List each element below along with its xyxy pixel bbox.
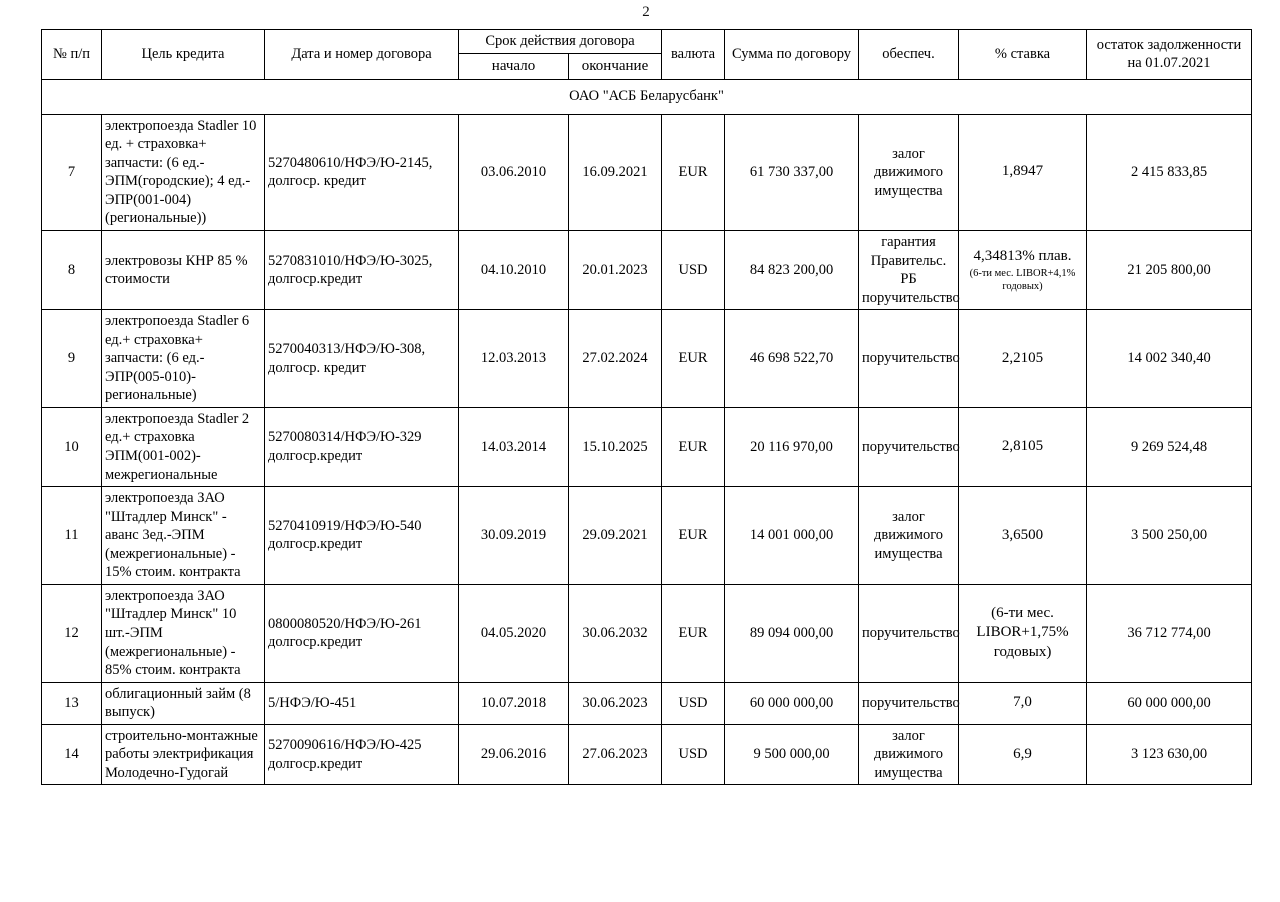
rate-value: 4,34813% плав.	[973, 248, 1072, 265]
cell-term-end: 16.09.2021	[569, 114, 662, 230]
table-row	[42, 487, 1252, 585]
cell-term-start: 14.03.2014	[459, 407, 569, 486]
table-row	[42, 584, 1252, 682]
cell-term-end: 29.09.2021	[569, 487, 662, 585]
table-row	[42, 114, 1252, 230]
cell-contract: 5270410919/НФЭ/Ю-540 долгоср.кредит	[265, 487, 459, 585]
table-row	[42, 682, 1252, 724]
cell-amount: 89 094 000,00	[725, 584, 859, 682]
cell-balance: 3 500 250,00	[1087, 487, 1252, 585]
cell-contract: 0800080520/НФЭ/Ю-261 долгоср.кредит	[265, 584, 459, 682]
cell-balance: 2 415 833,85	[1087, 114, 1252, 230]
cell-amount: 20 116 970,00	[725, 407, 859, 486]
cell-security: гарантия Правительс. РБ поручительство	[859, 231, 959, 310]
cell-currency: EUR	[662, 310, 725, 408]
column-header-currency: валюта	[662, 30, 725, 80]
credit-ledger-table	[41, 29, 1252, 785]
rate-value: 7,0	[1013, 694, 1032, 711]
cell-security: залог движимого имущества	[859, 114, 959, 230]
cell-security: поручительство	[859, 407, 959, 486]
cell-currency: EUR	[662, 584, 725, 682]
cell-amount: 61 730 337,00	[725, 114, 859, 230]
cell-contract: 5270040313/НФЭ/Ю-308, долгоср. кредит	[265, 310, 459, 408]
page-number: 2	[642, 4, 650, 20]
cell-security: поручительство	[859, 584, 959, 682]
cell-term-end: 27.02.2024	[569, 310, 662, 408]
cell-amount: 60 000 000,00	[725, 682, 859, 724]
cell-term-end: 27.06.2023	[569, 724, 662, 785]
cell-term-start: 30.09.2019	[459, 487, 569, 585]
credit-ledger-table-container	[41, 29, 1251, 785]
column-header-amount: Сумма по договору	[725, 30, 859, 80]
cell-rate	[959, 114, 1087, 230]
cell-currency: USD	[662, 724, 725, 785]
cell-balance: 9 269 524,48	[1087, 407, 1252, 486]
cell-contract: 5270480610/НФЭ/Ю-2145, долгоср. кредит	[265, 114, 459, 230]
cell-balance: 36 712 774,00	[1087, 584, 1252, 682]
bank-section-row	[42, 79, 1252, 114]
cell-balance: 3 123 630,00	[1087, 724, 1252, 785]
column-header-contract: Дата и номер договора	[265, 30, 459, 80]
column-header-term-end: окончание	[569, 53, 662, 79]
cell-purpose: электропоезда ЗАО "Штадлер Минск" 10 шт.-ЭПМ (межрегиональные) - 85% стоим. контракта	[102, 584, 265, 682]
cell-security: поручительство	[859, 682, 959, 724]
cell-term-end: 15.10.2025	[569, 407, 662, 486]
cell-purpose: электропоезда Stadler 2 ед.+ страховка ЭПМ(001-002)-межрегиональные	[102, 407, 265, 486]
cell-security: поручительство	[859, 310, 959, 408]
cell-rate	[959, 310, 1087, 408]
cell-term-start: 04.10.2010	[459, 231, 569, 310]
bank-section-title: ОАО "АСБ Беларусбанк"	[42, 79, 1252, 114]
cell-purpose: электропоезда Stadler 10 ед. + страховка+ запчасти: (6 ед.-ЭПМ(городские); 4 ед.-ЭПР(001-004) (региональные))	[102, 114, 265, 230]
rate-value: 2,8105	[1001, 438, 1044, 455]
cell-amount: 46 698 522,70	[725, 310, 859, 408]
cell-balance: 60 000 000,00	[1087, 682, 1252, 724]
column-header-security: обеспеч.	[859, 30, 959, 80]
cell-number: 7	[42, 114, 102, 230]
cell-security: залог движимого имущества	[859, 724, 959, 785]
cell-contract: 5270080314/НФЭ/Ю-329 долгоср.кредит	[265, 407, 459, 486]
cell-currency: USD	[662, 682, 725, 724]
cell-contract: 5/НФЭ/Ю-451	[265, 682, 459, 724]
cell-purpose: электропоезда Stadler 6 ед.+ страховка+ запчасти: (6 ед.-ЭПР(005-010)-региональные)	[102, 310, 265, 408]
cell-amount: 9 500 000,00	[725, 724, 859, 785]
cell-number: 11	[42, 487, 102, 585]
rate-value: (6-ти мес. LIBOR+1,75% годовых)	[976, 604, 1069, 661]
cell-currency: EUR	[662, 407, 725, 486]
column-header-term-group: Срок действия договора	[459, 30, 662, 54]
rate-value: 6,9	[1013, 745, 1032, 762]
cell-term-start: 04.05.2020	[459, 584, 569, 682]
rate-value: 2,2105	[1001, 349, 1044, 366]
cell-amount: 14 001 000,00	[725, 487, 859, 585]
cell-rate	[959, 584, 1087, 682]
table-row	[42, 231, 1252, 310]
table-body	[42, 79, 1252, 785]
cell-term-end: 30.06.2023	[569, 682, 662, 724]
cell-rate	[959, 231, 1087, 310]
column-header-purpose: Цель кредита	[102, 30, 265, 80]
table-row	[42, 407, 1252, 486]
cell-amount: 84 823 200,00	[725, 231, 859, 310]
cell-security: залог движимого имущества	[859, 487, 959, 585]
cell-balance: 14 002 340,40	[1087, 310, 1252, 408]
column-header-number: № п/п	[42, 30, 102, 80]
rate-value: 1,8947	[1001, 163, 1044, 180]
table-row	[42, 724, 1252, 785]
cell-balance: 21 205 800,00	[1087, 231, 1252, 310]
table-header	[42, 30, 1252, 80]
column-header-balance: остаток задолженности на 01.07.2021	[1087, 30, 1252, 80]
cell-term-start: 03.06.2010	[459, 114, 569, 230]
cell-purpose: электровозы КНР 85 % стоимости	[102, 231, 265, 310]
cell-purpose: облигационный займ (8 выпуск)	[102, 682, 265, 724]
cell-term-start: 12.03.2013	[459, 310, 569, 408]
cell-contract: 5270831010/НФЭ/Ю-3025, долгоср.кредит	[265, 231, 459, 310]
cell-currency: EUR	[662, 114, 725, 230]
cell-term-end: 30.06.2032	[569, 584, 662, 682]
cell-term-start: 29.06.2016	[459, 724, 569, 785]
cell-rate	[959, 407, 1087, 486]
cell-number: 12	[42, 584, 102, 682]
cell-number: 8	[42, 231, 102, 310]
cell-rate	[959, 487, 1087, 585]
column-header-rate: % ставка	[959, 30, 1087, 80]
rate-value: 3,6500	[1001, 526, 1044, 543]
cell-number: 13	[42, 682, 102, 724]
rate-note: (6-ти мес. LIBOR+4,1% годовых)	[969, 267, 1076, 292]
cell-term-start: 10.07.2018	[459, 682, 569, 724]
cell-number: 10	[42, 407, 102, 486]
header-row-primary	[42, 30, 1252, 54]
cell-number: 9	[42, 310, 102, 408]
column-header-term-start: начало	[459, 53, 569, 79]
cell-purpose: электропоезда ЗАО "Штадлер Минск" - аванс 3ед.-ЭПМ (межрегиональные) - 15% стоим. контракта	[102, 487, 265, 585]
cell-purpose: строительно-монтажные работы электрификация Молодечно-Гудогай	[102, 724, 265, 785]
cell-contract: 5270090616/НФЭ/Ю-425 долгоср.кредит	[265, 724, 459, 785]
cell-rate	[959, 724, 1087, 785]
cell-currency: EUR	[662, 487, 725, 585]
cell-currency: USD	[662, 231, 725, 310]
cell-number: 14	[42, 724, 102, 785]
table-row	[42, 310, 1252, 408]
cell-rate	[959, 682, 1087, 724]
cell-term-end: 20.01.2023	[569, 231, 662, 310]
